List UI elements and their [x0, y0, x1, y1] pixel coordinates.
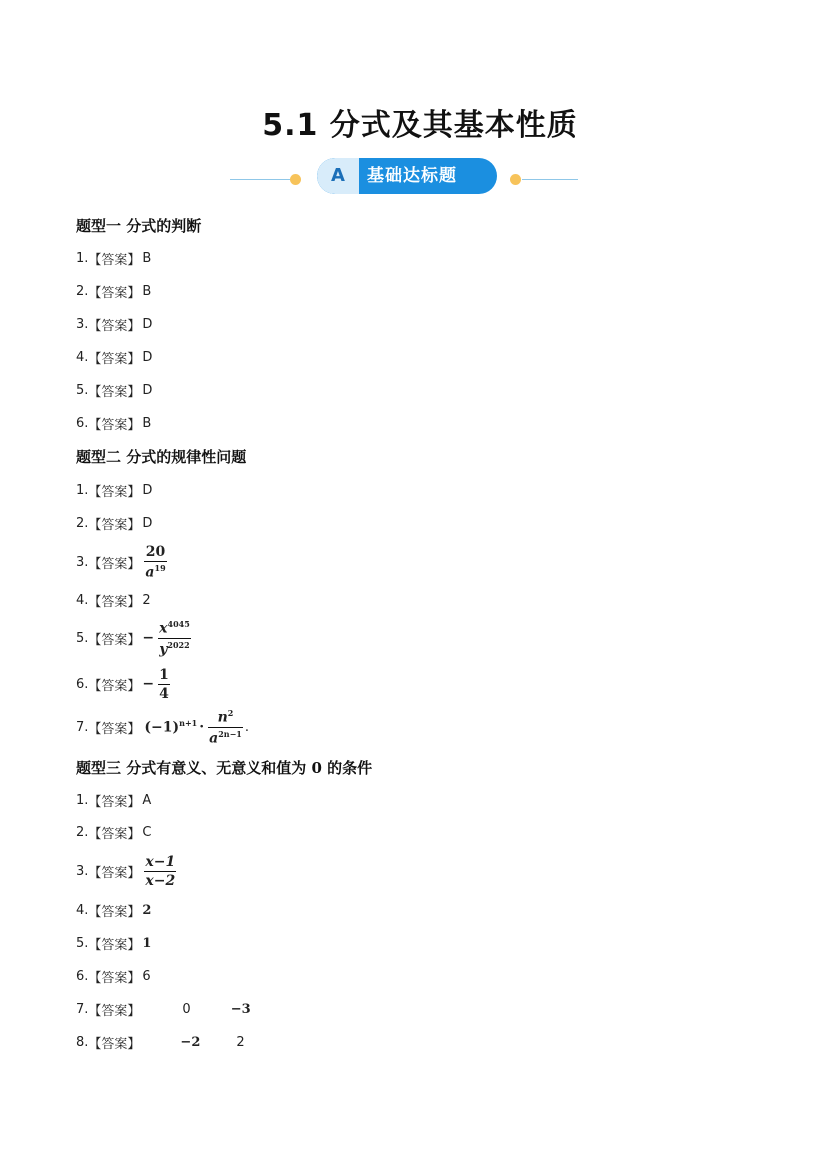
answer-tag: 【答案】 — [88, 417, 141, 433]
page-title: 5.1 分式及其基本性质 — [262, 108, 578, 143]
answer-tag: 【答案】 — [88, 721, 141, 737]
item-number: 6. — [76, 968, 89, 984]
item-number: 5. — [76, 630, 89, 646]
answer-value-a: 0 — [182, 1001, 191, 1017]
fraction-numerator — [158, 620, 191, 636]
fraction-denominator: 4 — [159, 685, 169, 702]
answer-tag: 【答案】 — [88, 318, 141, 334]
answer-tag: 【答案】 — [88, 1003, 141, 1019]
answer-tag: 【答案】 — [88, 517, 141, 533]
item-number: 4. — [76, 902, 89, 918]
answer-tag: 【答案】 — [88, 594, 141, 610]
answer-row — [76, 312, 152, 336]
item-number: 3. — [76, 863, 89, 879]
answer-value: D — [142, 349, 153, 365]
fraction-numerator: 1 — [159, 666, 169, 683]
answer-value: 2 — [142, 592, 151, 608]
answer-value: D — [142, 382, 153, 398]
numerator-base: n — [217, 709, 228, 726]
power-base — [144, 718, 197, 736]
answer-fraction — [208, 709, 243, 745]
answer-value-b: 2 — [236, 1034, 245, 1050]
item-number: 4. — [76, 349, 89, 365]
banner-dot-left — [290, 174, 301, 185]
answer-value-b: −3 — [230, 1001, 251, 1017]
answer-row — [76, 543, 167, 581]
item-number: 3. — [76, 554, 89, 570]
answer-row — [76, 345, 152, 369]
answer-row — [76, 246, 151, 270]
item-number: 5. — [76, 935, 89, 951]
answer-tag: 【答案】 — [88, 384, 141, 400]
answer-tag: 【答案】 — [88, 285, 141, 301]
minus-sign: − — [142, 676, 155, 692]
item-number: 4. — [76, 592, 89, 608]
answer-row — [76, 667, 170, 701]
answer-tag: 【答案】 — [88, 904, 141, 920]
answer-row — [76, 378, 152, 402]
denominator-base: a — [145, 564, 155, 581]
answer-fraction — [158, 668, 170, 701]
answer-value: 1 — [142, 935, 152, 951]
power-base-text: (−1) — [144, 719, 180, 736]
banner-letter: A — [317, 158, 359, 194]
fraction-denominator — [144, 564, 166, 580]
answer-tag: 【答案】 — [88, 794, 141, 810]
minus-sign: − — [142, 630, 155, 646]
item-number: 7. — [76, 719, 89, 735]
answer-row — [76, 511, 152, 535]
fraction-bar — [144, 561, 166, 562]
answer-row — [76, 854, 176, 888]
answer-value: B — [142, 283, 152, 299]
denominator-base: y — [159, 641, 168, 658]
answer-fraction — [144, 855, 176, 888]
answer-row — [76, 898, 151, 922]
item-number: 3. — [76, 316, 89, 332]
item-number: 6. — [76, 415, 89, 431]
answer-value: D — [142, 316, 153, 332]
answer-fraction — [144, 545, 166, 580]
answer-value: B — [142, 250, 152, 266]
denominator-base: a — [209, 730, 219, 747]
banner-dot-right — [510, 174, 521, 185]
fraction-numerator: x−1 — [145, 853, 176, 870]
answer-row — [76, 788, 151, 812]
section-heading-3: 题型三 分式有意义、无意义和值为 0 的条件 — [76, 759, 373, 777]
answer-tag: 【答案】 — [88, 1036, 141, 1052]
answer-row — [76, 707, 249, 747]
item-number: 7. — [76, 1001, 89, 1017]
answer-row — [76, 997, 251, 1021]
answer-row — [76, 820, 152, 844]
fraction-bar — [208, 727, 243, 728]
answer-value: B — [142, 415, 152, 431]
answer-row — [76, 478, 152, 502]
answer-value: D — [142, 482, 153, 498]
answer-tag: 【答案】 — [88, 484, 141, 500]
numerator-base: x — [159, 620, 168, 637]
multiply-dot: · — [199, 719, 205, 735]
fraction-bar — [158, 638, 191, 639]
answer-tag: 【答案】 — [88, 632, 141, 648]
item-number: 2. — [76, 824, 89, 840]
answer-value: D — [142, 515, 153, 531]
banner-line-right — [522, 179, 578, 180]
item-number: 5. — [76, 382, 89, 398]
fraction-denominator — [208, 730, 243, 746]
answer-row — [76, 931, 151, 955]
denominator-exponent: 2n−1 — [218, 728, 242, 739]
answer-fraction — [158, 620, 191, 656]
fraction-bar — [144, 871, 176, 872]
section-heading-1: 题型一 分式的判断 — [76, 217, 202, 235]
fraction-numerator: 20 — [145, 543, 166, 560]
answer-row — [76, 279, 151, 303]
item-number: 2. — [76, 283, 89, 299]
answer-row — [76, 411, 151, 435]
banner-label: 基础达标题 — [367, 166, 457, 186]
answer-tag: 【答案】 — [88, 252, 141, 268]
answer-value: C — [142, 824, 152, 840]
answer-value: A — [142, 792, 152, 808]
item-number: 1. — [76, 482, 89, 498]
answer-value: 6 — [142, 968, 151, 984]
item-number: 1. — [76, 792, 89, 808]
answer-row — [76, 1030, 245, 1054]
item-number: 6. — [76, 676, 89, 692]
section-heading-2: 题型二 分式的规律性问题 — [76, 448, 247, 466]
answer-row — [76, 964, 151, 988]
end-period: . — [244, 719, 249, 735]
answer-row — [76, 620, 191, 656]
item-number: 2. — [76, 515, 89, 531]
answer-tag: 【答案】 — [88, 865, 141, 881]
fraction-denominator: x−2 — [145, 872, 176, 889]
answer-value: 2 — [142, 902, 152, 918]
answer-tag: 【答案】 — [88, 351, 141, 367]
denominator-exponent: 2022 — [167, 639, 190, 650]
item-number: 1. — [76, 250, 89, 266]
answer-tag: 【答案】 — [88, 678, 141, 694]
answer-tag: 【答案】 — [88, 826, 141, 842]
section-banner — [230, 156, 580, 196]
answer-tag: 【答案】 — [88, 970, 141, 986]
denominator-exponent: 19 — [154, 562, 166, 573]
banner-line-left — [230, 179, 294, 180]
answer-value-a: −2 — [180, 1034, 201, 1050]
answer-tag: 【答案】 — [88, 937, 141, 953]
item-number: 8. — [76, 1034, 89, 1050]
numerator-exponent: 4045 — [167, 618, 190, 629]
numerator-exponent: 2 — [227, 707, 234, 718]
fraction-bar — [158, 684, 170, 685]
fraction-numerator — [217, 709, 235, 725]
fraction-denominator — [158, 641, 190, 657]
banner-pill — [317, 158, 497, 194]
answer-tag: 【答案】 — [88, 556, 141, 572]
power-exponent: n+1 — [179, 718, 198, 729]
answer-row — [76, 588, 151, 612]
